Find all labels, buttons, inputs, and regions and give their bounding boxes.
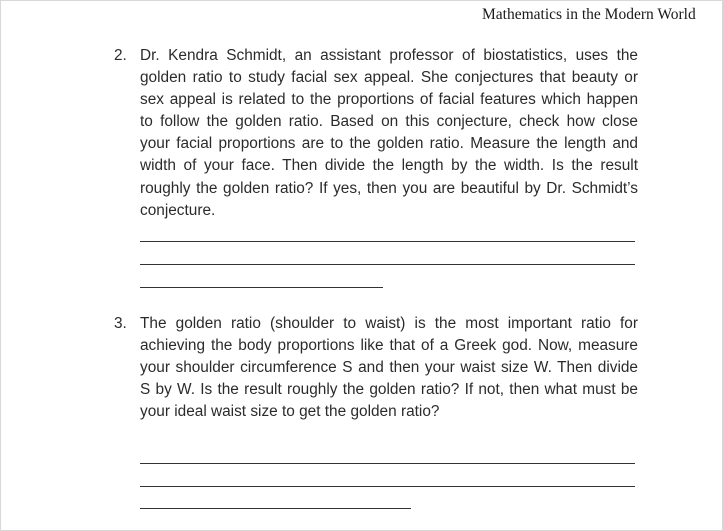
answer-line — [140, 287, 383, 288]
question-number: 2. — [114, 47, 127, 64]
answer-line — [140, 463, 635, 464]
question-3 — [114, 313, 654, 423]
question-text: The golden ratio (shoulder to waist) is the most important ratio for achieving the body proportions like that of a Greek god. Now, measure your shoulder circumference S and then your waist size W. Then divide S by W. Is the result roughly the golden ratio? If not, then what must be your ideal waist size to get the golden ratio? — [140, 315, 638, 421]
answer-line — [140, 486, 635, 487]
question-2 — [114, 45, 654, 222]
answer-line — [140, 241, 635, 242]
course-title: Mathematics in the Modern World — [482, 6, 696, 23]
question-text: Dr. Kendra Schmidt, an assistant professor of biostatistics, uses the golden ratio to study facial sex appeal. She conjectures that beauty or sex appeal is related to the proportions of facial features which happen to follow the golden ratio. Based on this conjecture, check how close your facial proportions are to the golden ratio. Measure the length and width of your face. Then divide the length by the width. Is the result roughly the golden ratio? If yes, then you are beautiful by Dr. Schmidt’s conjecture. — [140, 47, 638, 219]
answer-line — [140, 264, 635, 265]
question-number: 3. — [114, 315, 127, 332]
answer-line — [140, 508, 411, 509]
